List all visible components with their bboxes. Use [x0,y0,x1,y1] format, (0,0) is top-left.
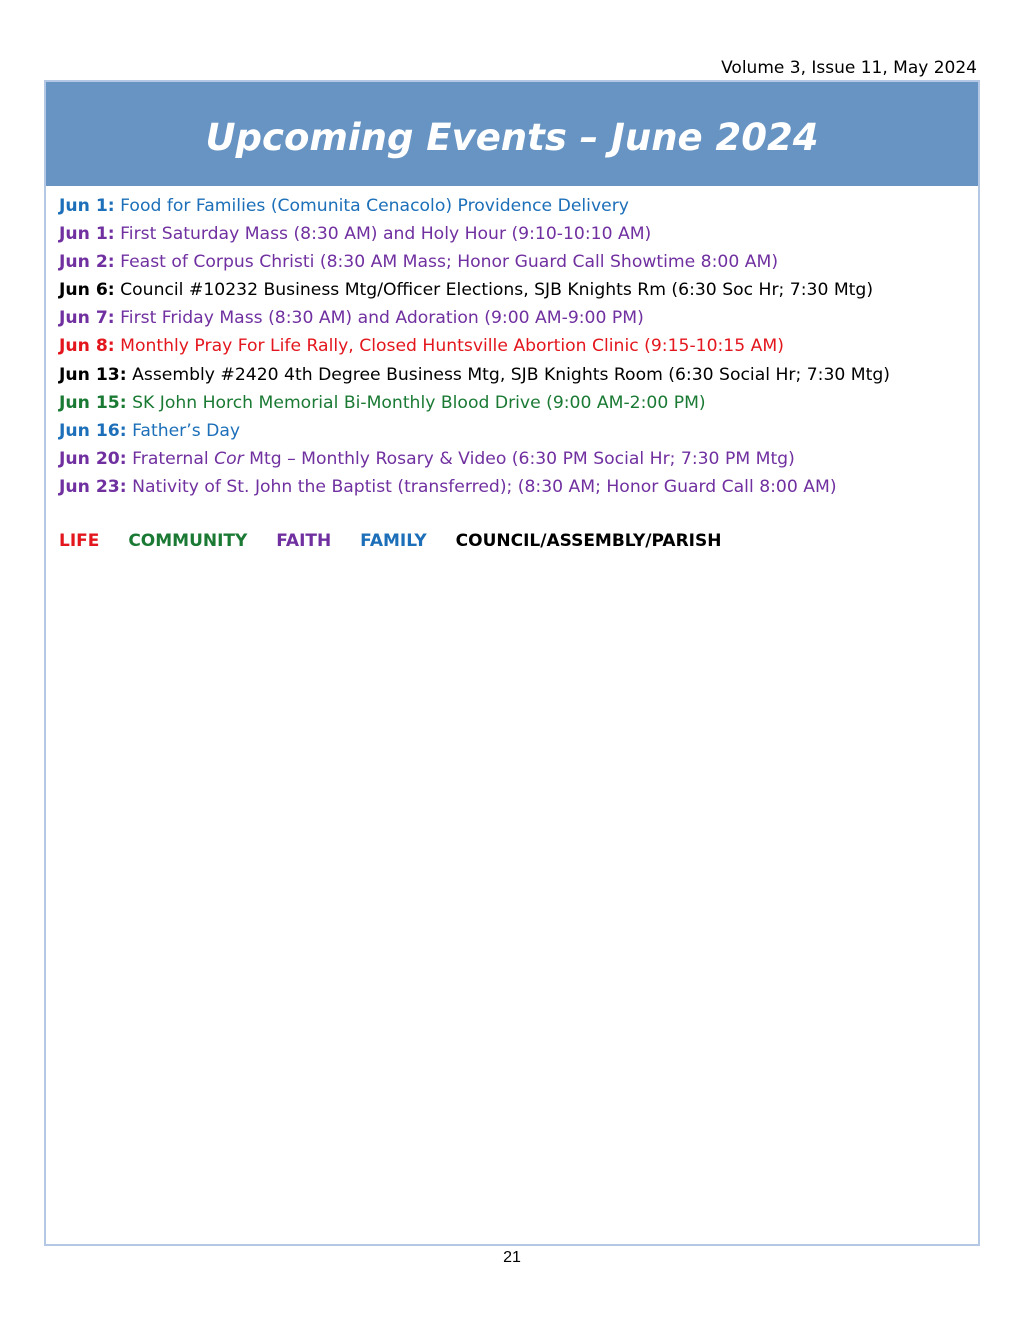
event-date: Jun 6: [59,280,115,301]
events-list [59,192,970,501]
event-item [59,361,970,389]
event-text-italic: Cor [214,448,244,469]
event-item [59,445,970,473]
event-date: Jun 15: [59,392,127,413]
event-text: Nativity of St. John the Baptist (transferred); (8:30 AM; Honor Guard Call 8:00 AM) [132,476,837,497]
event-date: Jun 7: [59,308,115,329]
event-date: Jun 20: [59,448,127,469]
event-text: Feast of Corpus Christi (8:30 AM Mass; Honor Guard Call Showtime 8:00 AM) [120,252,779,273]
legend-community: COMMUNITY [128,531,248,551]
event-text: Assembly #2420 4th Degree Business Mtg, SJB Knights Room (6:30 Social Hr; 7:30 Mtg) [132,364,890,385]
event-date: Jun 16: [59,420,127,441]
event-text: Food for Families (Comunita Cenacolo) Providence Delivery [120,196,629,216]
event-text: Father’s Day [132,420,241,441]
event-date: Jun 2: [59,252,115,273]
event-text-before: Fraternal [132,448,215,469]
page-number: 21 [503,1249,521,1266]
event-item [59,304,970,332]
event-text-after: Mtg – Monthly Rosary & Video (6:30 PM Social Hr; 7:30 PM Mtg) [243,448,795,469]
legend-family: FAMILY [360,531,427,551]
events-banner [46,82,978,186]
legend-life: LIFE [59,531,100,551]
event-text: First Friday Mass (8:30 AM) and Adoration (9:00 AM-9:00 PM) [120,308,644,329]
event-item [59,192,970,220]
banner-title: Upcoming Events – June 2024 [205,115,819,159]
event-text: First Saturday Mass (8:30 AM) and Holy Hour (9:10-10:10 AM) [120,224,652,245]
event-text: SK John Horch Memorial Bi-Monthly Blood Drive (9:00 AM-2:00 PM) [132,392,706,413]
event-item [59,473,970,501]
event-date: Jun 1: [59,224,115,245]
legend-faith: FAITH [276,531,332,551]
event-text: Monthly Pray For Life Rally, Closed Huntsville Abortion Clinic (9:15-10:15 AM) [120,336,784,357]
event-date: Jun 1: [59,196,115,216]
event-item [59,248,970,276]
events-frame [44,80,980,1246]
event-text [132,449,795,469]
category-legend [59,529,744,553]
issue-line: Volume 3, Issue 11, May 2024 [721,58,977,78]
event-date: Jun 23: [59,476,127,497]
event-text: Council #10232 Business Mtg/Officer Elections, SJB Knights Rm (6:30 Soc Hr; 7:30 Mtg) [120,280,874,301]
event-item [59,332,970,360]
event-date: Jun 8: [59,336,115,357]
event-item [59,220,970,248]
event-item [59,417,970,445]
event-date: Jun 13: [59,364,127,385]
event-item [59,389,970,417]
legend-council: COUNCIL/ASSEMBLY/PARISH [455,531,722,551]
event-item [59,276,970,304]
